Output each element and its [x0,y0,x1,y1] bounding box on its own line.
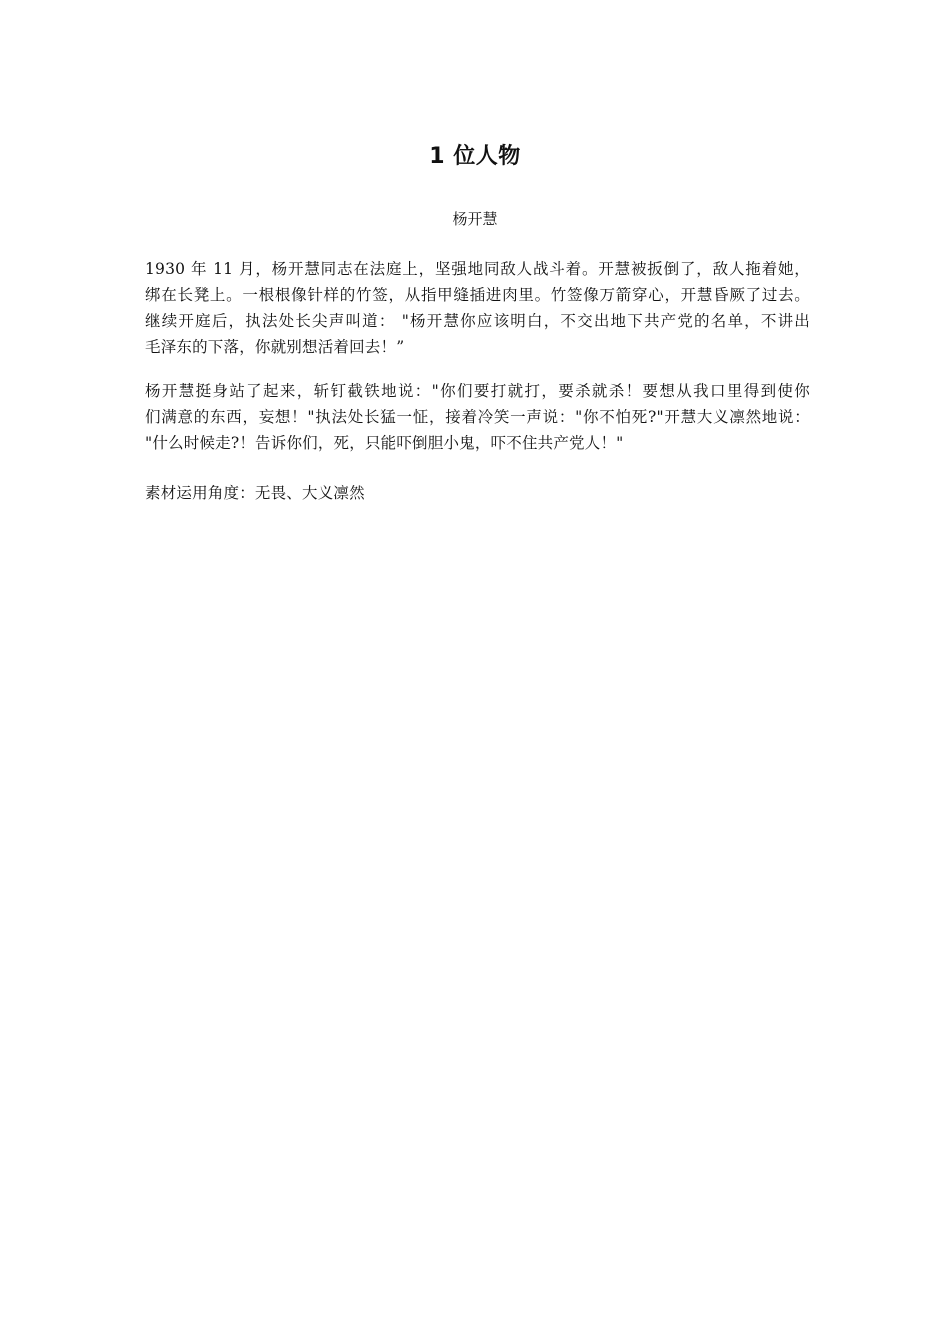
paragraph-line: 毛泽东的下落，你就别想活着回去！” [145,338,405,356]
paragraph-line: 们满意的东西，妄想！"执法处长猛一怔，接着冷笑一声说："你不怕死?"开慧大义凛然地说： [145,408,810,426]
page-title: 1 位人物 [429,144,521,169]
paragraph-line: "什么时候走?！告诉你们，死，只能吓倒胆小鬼，吓不住共产党人！" [145,434,624,452]
page-subtitle: 杨开慧 [452,210,498,228]
paragraph-1 [145,256,810,360]
paragraph-line: 杨开慧挺身站了起来，斩钉截铁地说："你们要打就打，要杀就杀！要想从我口里得到使你 [145,382,810,400]
paragraph-line: 绑在长凳上。一根根像针样的竹签，从指甲缝插进肉里。竹签像万箭穿心，开慧昏厥了过去。 [145,286,810,304]
paragraph-line: 素材运用角度：无畏、大义凛然 [145,484,365,502]
paragraph-2 [145,378,810,456]
paragraph-line: 1930 年 11 月，杨开慧同志在法庭上，坚强地同敌人战斗着。开慧被扳倒了，敌人拖着她， [145,260,810,278]
paragraph-3 [145,480,810,506]
paragraph-line: 继续开庭后，执法处长尖声叫道： "杨开慧你应该明白，不交出地下共产党的名单，不讲出 [145,312,810,330]
